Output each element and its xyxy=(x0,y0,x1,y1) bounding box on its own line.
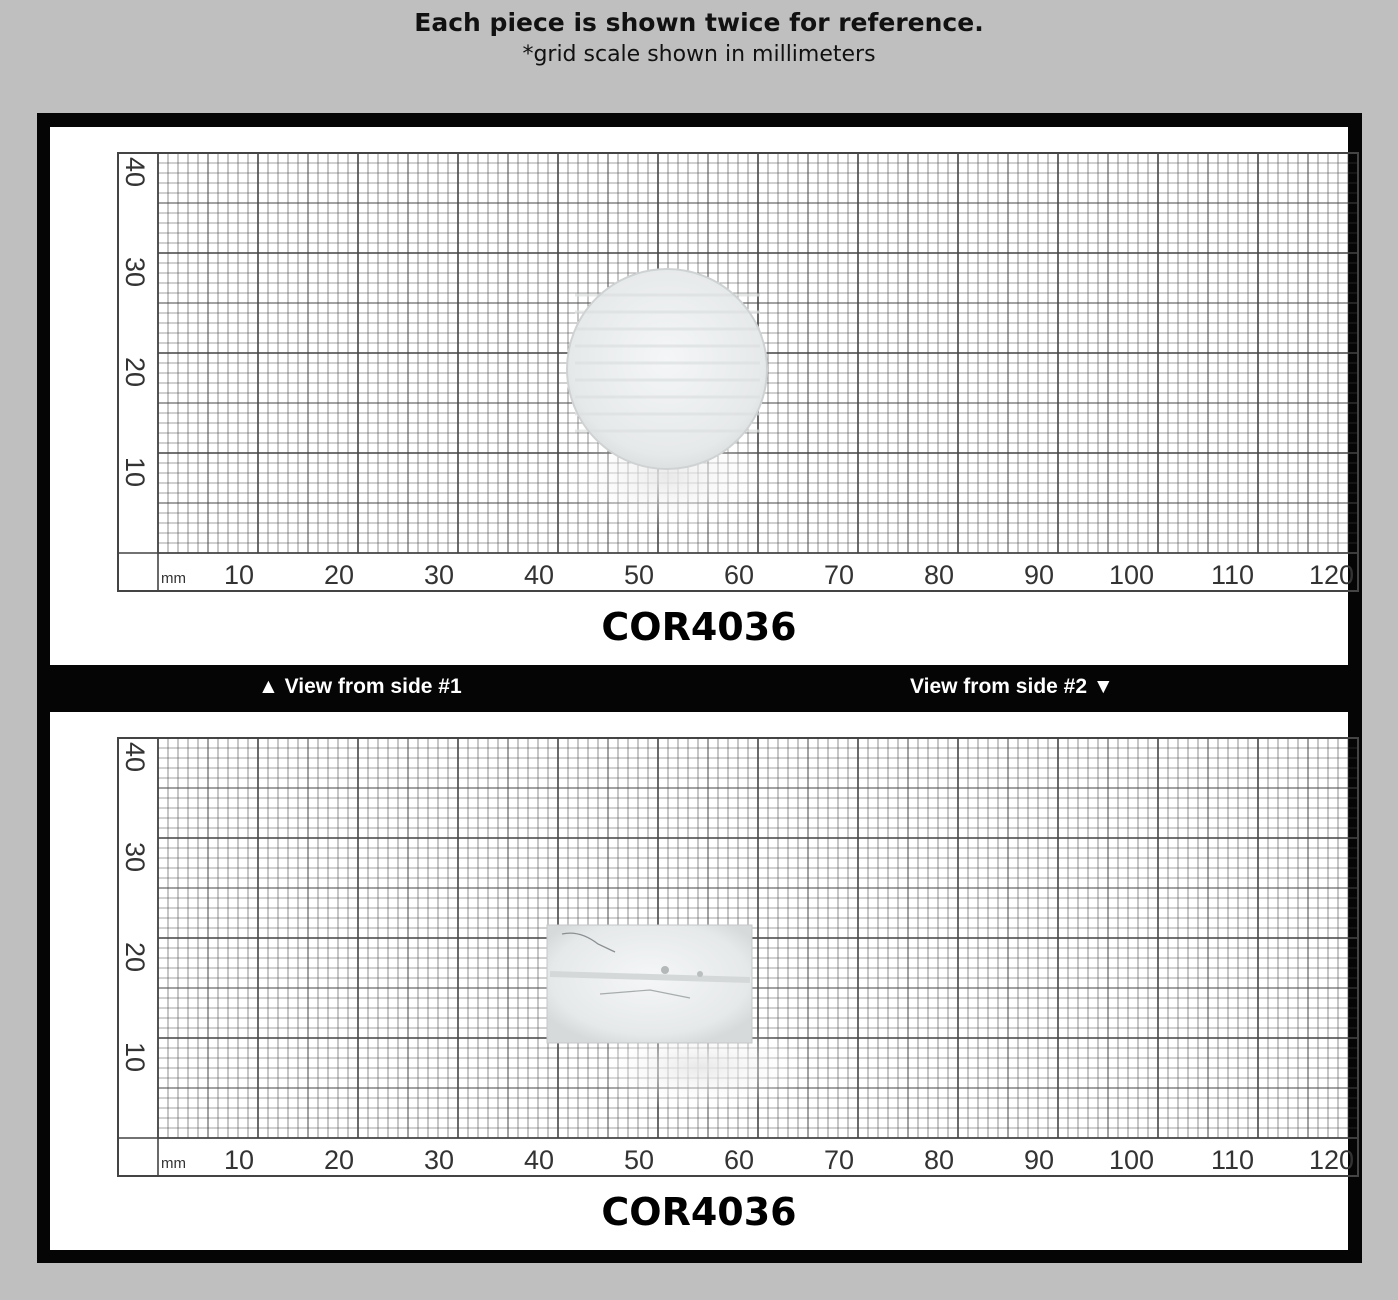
specimen-disc-photo xyxy=(558,269,778,532)
x-tick-label: 110 xyxy=(1210,1145,1254,1175)
mm-grid-bottom xyxy=(50,712,1354,1250)
panel-side-1 xyxy=(50,127,1354,665)
page-title: Each piece is shown twice for reference. xyxy=(414,8,984,37)
x-tick-label: 10 xyxy=(223,560,254,590)
view-side-1-label: ▲ View from side #1 xyxy=(258,675,462,698)
x-tick-label: 90 xyxy=(1023,1145,1054,1175)
y-tick-label: 40 xyxy=(120,157,150,188)
sku-label-bottom: COR4036 xyxy=(601,1190,797,1234)
sku-label-top: COR4036 xyxy=(601,605,797,649)
x-tick-label: 30 xyxy=(423,1145,454,1175)
x-tick-label: 110 xyxy=(1210,560,1254,590)
unit-label: mm xyxy=(161,570,186,587)
x-tick-label: 70 xyxy=(823,1145,854,1175)
x-tick-label: 90 xyxy=(1023,560,1054,590)
x-tick-label: 60 xyxy=(723,1145,754,1175)
y-tick-label: 20 xyxy=(120,357,150,388)
x-tick-label: 40 xyxy=(523,560,554,590)
mm-grid-top xyxy=(50,127,1354,665)
y-tick-label: 10 xyxy=(120,457,150,488)
x-tick-label: 60 xyxy=(723,560,754,590)
x-tick-label: 100 xyxy=(1108,1145,1154,1175)
unit-label: mm xyxy=(161,1155,186,1172)
panel-side-2 xyxy=(50,712,1354,1250)
x-tick-label: 80 xyxy=(923,1145,954,1175)
view-side-2-label: View from side #2 ▼ xyxy=(910,675,1114,698)
specimen-side-photo xyxy=(547,925,810,1112)
x-tick-label: 20 xyxy=(323,1145,354,1175)
x-tick-label: 80 xyxy=(923,560,954,590)
y-tick-label: 20 xyxy=(120,942,150,973)
x-tick-label: 50 xyxy=(623,560,654,590)
x-tick-label: 50 xyxy=(623,1145,654,1175)
x-tick-label: 40 xyxy=(523,1145,554,1175)
y-tick-label: 10 xyxy=(120,1042,150,1073)
x-tick-label: 120 xyxy=(1308,1145,1354,1175)
x-tick-label: 30 xyxy=(423,560,454,590)
x-tick-label: 70 xyxy=(823,560,854,590)
y-tick-label: 30 xyxy=(120,257,150,288)
x-tick-label: 120 xyxy=(1308,560,1354,590)
page-subtitle: *grid scale shown in millimeters xyxy=(522,42,876,67)
x-tick-label: 10 xyxy=(223,1145,254,1175)
x-tick-label: 100 xyxy=(1108,560,1154,590)
x-tick-label: 20 xyxy=(323,560,354,590)
y-tick-label: 40 xyxy=(120,742,150,773)
y-tick-label: 30 xyxy=(120,842,150,873)
